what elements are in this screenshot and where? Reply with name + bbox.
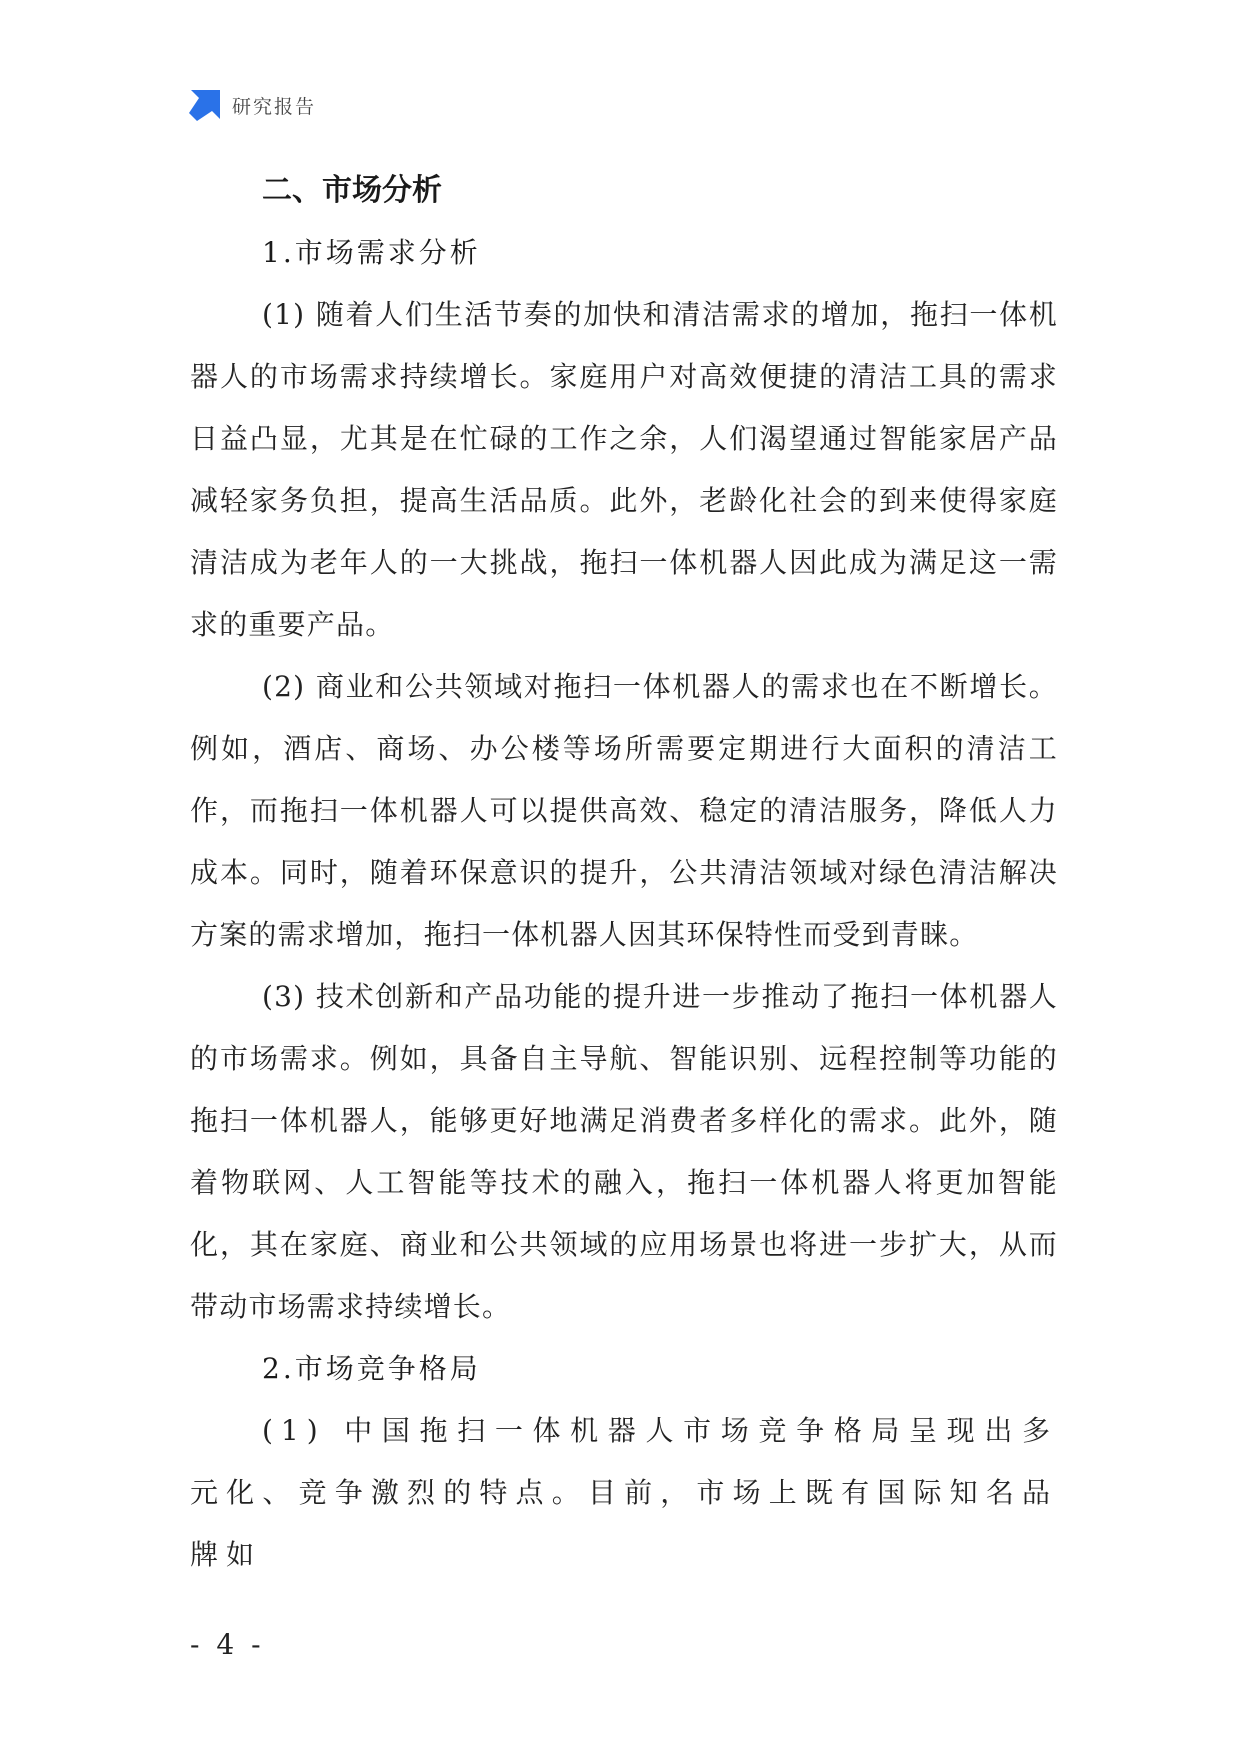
document-body [190,160,1058,1586]
paragraph-competition-1: (1) 中国拖扫一体机器人市场竞争格局呈现出多元化、竞争激烈的特点。目前，市场上既有国际知名品牌如 [190,1414,1058,1571]
page-number: - 4 - [190,1628,265,1661]
section-title: 二、市场分析 [262,173,442,208]
paragraph-demand-3: (3) 技术创新和产品功能的提升进一步推动了拖扫一体机器人的市场需求。例如，具备自主导航、智能识别、远程控制等功能的拖扫一体机器人，能够更好地满足消费者多样化的需求。此外，随着物联网、人工智能等技术的融入，拖扫一体机器人将更加智能化，其在家庭、商业和公共领域的应用场景也将进一步扩大，从而带动市场需求持续增长。 [190,980,1058,1323]
subsection-title-demand: 1.市场需求分析 [262,236,481,269]
subsection-title-competition: 2.市场竞争格局 [262,1352,481,1385]
paragraph-demand-1: (1) 随着人们生活节奏的加快和清洁需求的增加，拖扫一体机器人的市场需求持续增长。家庭用户对高效便捷的清洁工具的需求日益凸显，尤其是在忙碌的工作之余，人们渴望通过智能家居产品减轻家务负担，提高生活品质。此外，老龄化社会的到来使得家庭清洁成为老年人的一大挑战，拖扫一体机器人因此成为满足这一需求的重要产品。 [190,298,1058,641]
page-header [188,88,316,122]
header-label: 研究报告 [232,95,317,118]
paragraph-demand-2: (2) 商业和公共领域对拖扫一体机器人的需求也在不断增长。例如，酒店、商场、办公楼等场所需要定期进行大面积的清洁工作，而拖扫一体机器人可以提供高效、稳定的清洁服务，降低人力成本。同时，随着环保意识的提升，公共清洁领域对绿色清洁解决方案的需求增加，拖扫一体机器人因其环保特性而受到青睐。 [190,670,1058,951]
arrow-up-right-icon [188,88,222,122]
